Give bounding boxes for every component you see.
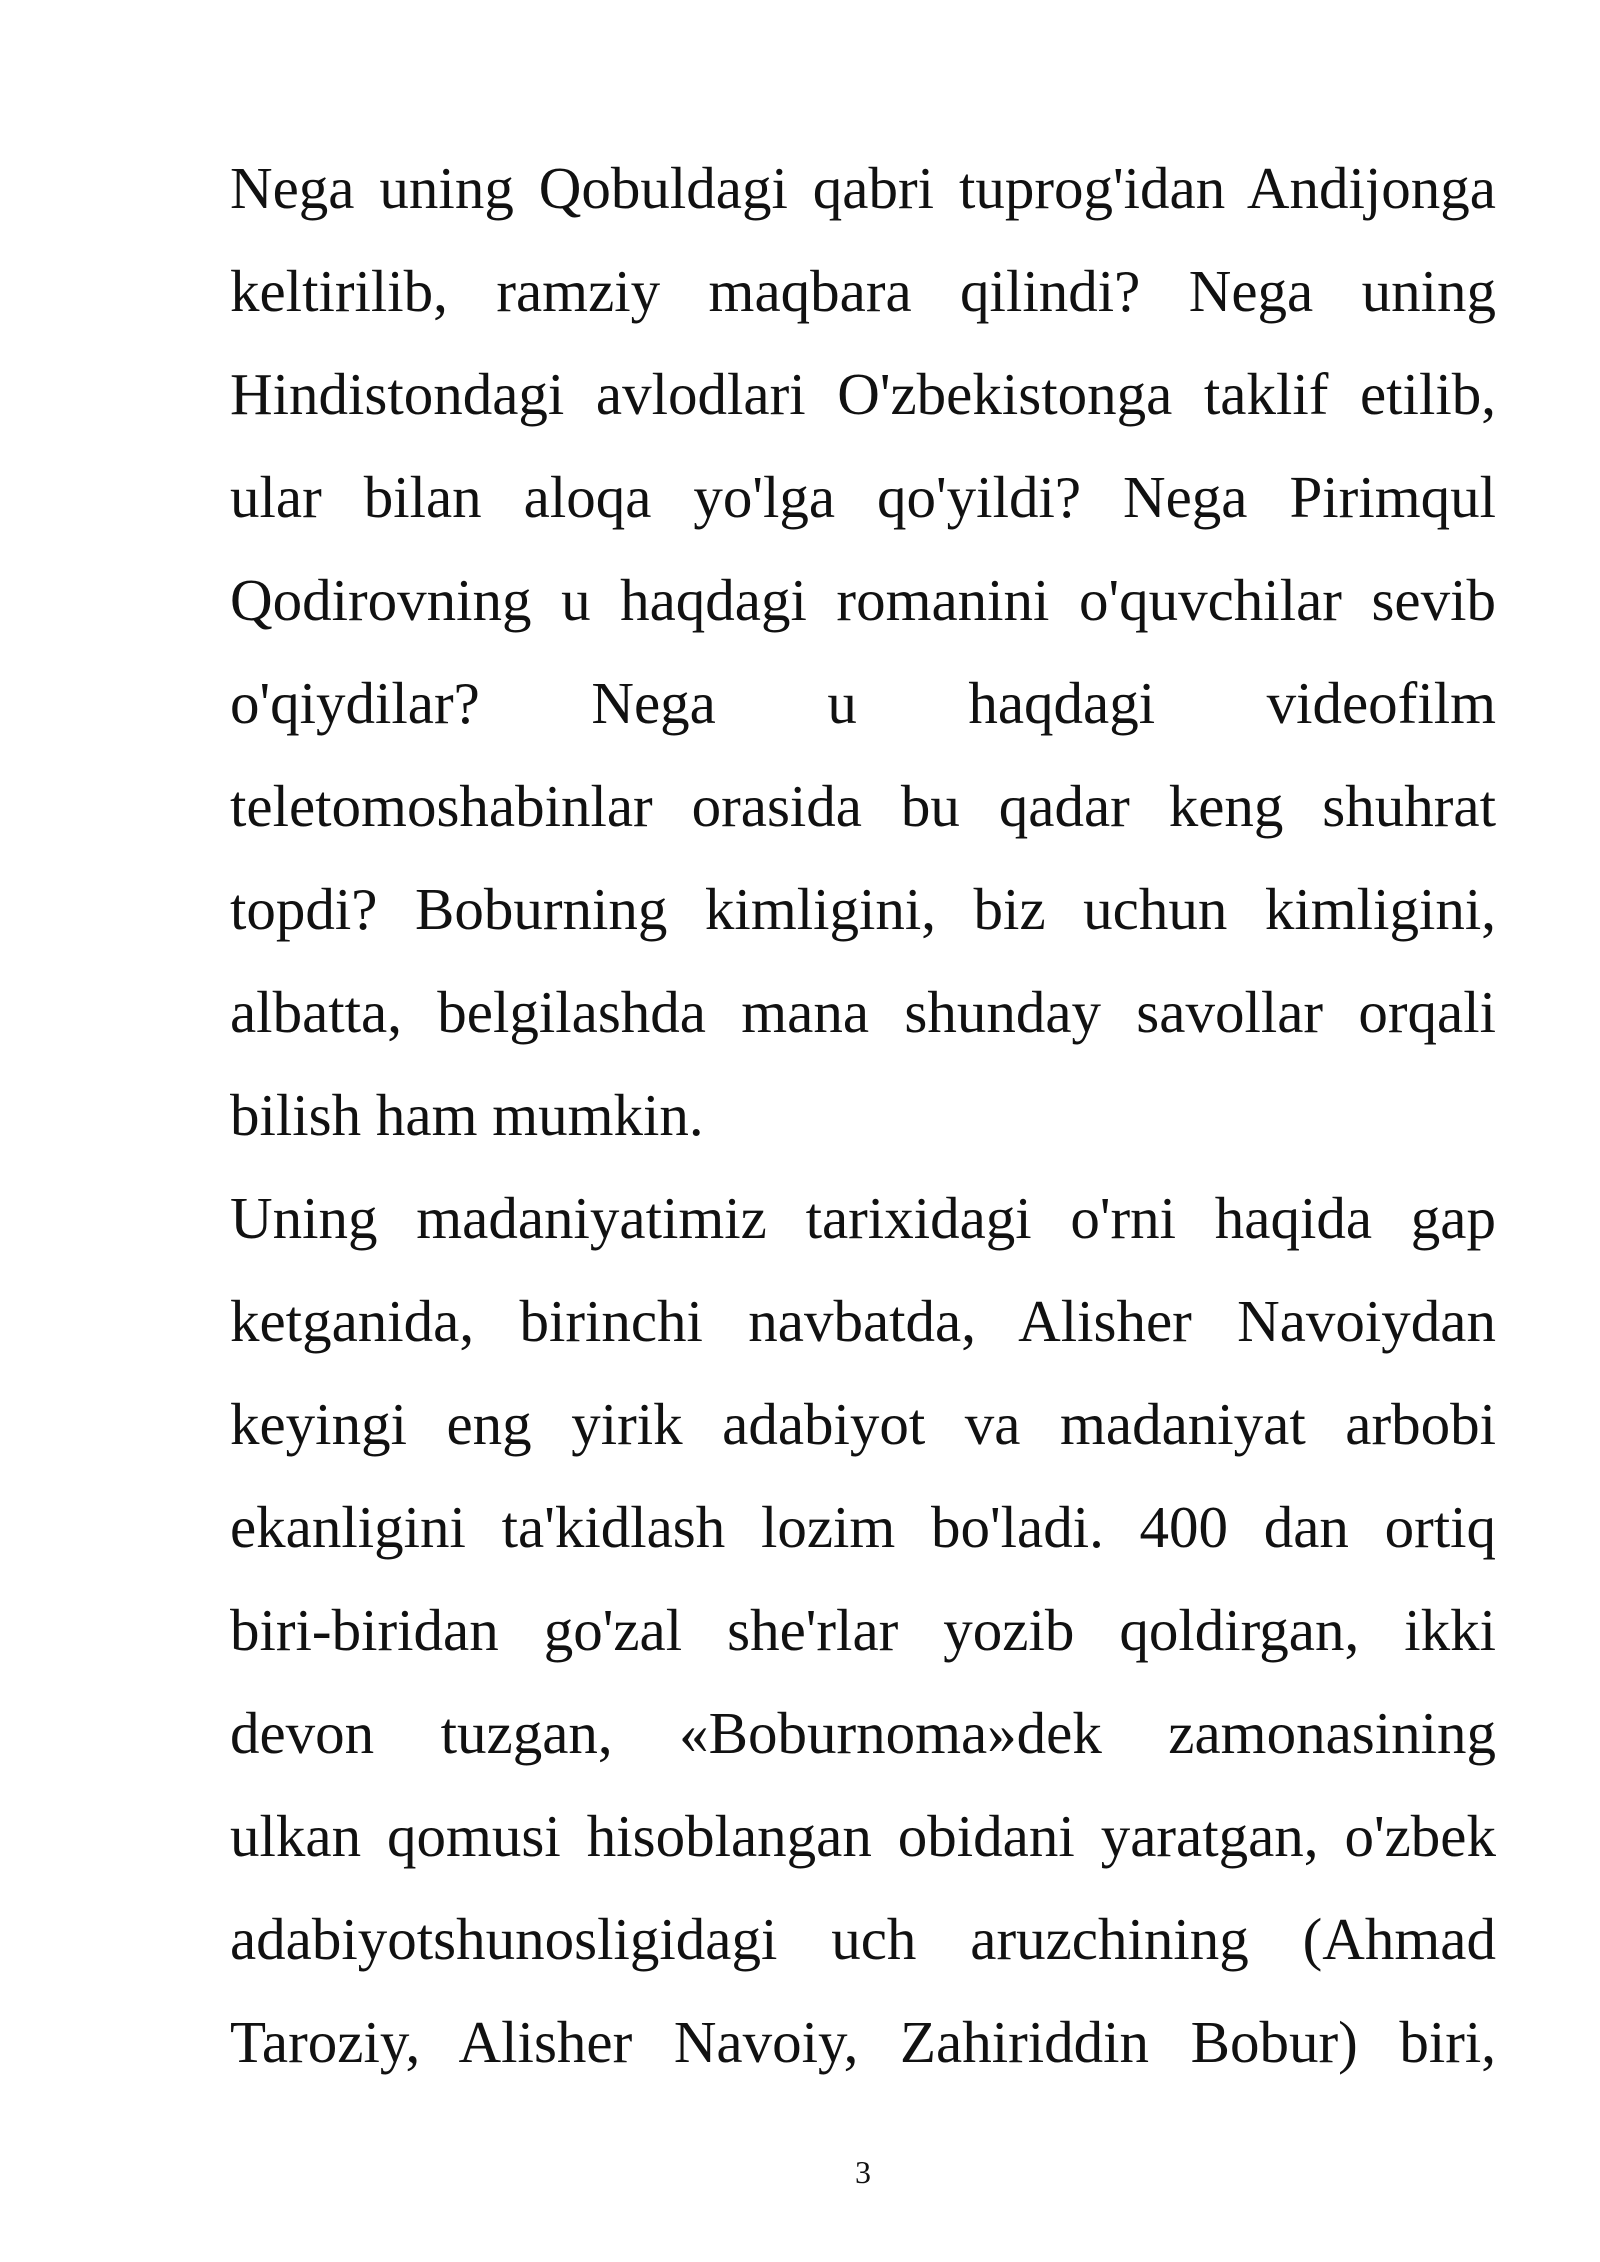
text-line: devon tuzgan, «Boburnoma»dek zamonasining	[230, 1700, 1496, 1766]
text-line: albatta, belgilashda mana shunday savollar orqali	[230, 979, 1496, 1045]
text-line: adabiyotshunosligidagi uch aruzchining (Ahmad	[230, 1906, 1496, 1972]
text-line: ekanligini ta'kidlash lozim bo'ladi. 400 dan ortiq	[230, 1494, 1496, 1560]
paragraph	[230, 137, 1496, 1167]
text-line: o'qiydilar? Nega u haqdagi videofilm	[230, 670, 1496, 736]
body-text	[230, 137, 1496, 2094]
text-line: keyingi eng yirik adabiyot va madaniyat arbobi	[230, 1391, 1496, 1457]
page-number: 3	[855, 2154, 871, 2190]
text-line: topdi? Boburning kimligini, biz uchun kimligini,	[230, 876, 1496, 942]
text-line: Hindistondagi avlodlari O'zbekistonga taklif etilib,	[230, 361, 1496, 427]
text-line: ular bilan aloqa yo'lga qo'yildi? Nega Pirimqul	[230, 464, 1496, 530]
text-line: Nega uning Qobuldagi qabri tuprog'idan Andijonga	[230, 155, 1496, 221]
text-line: bilish ham mumkin.	[230, 1082, 704, 1148]
text-line: Taroziy, Alisher Navoiy, Zahiriddin Bobur) biri,	[230, 2009, 1496, 2075]
paragraph	[230, 1167, 1496, 2094]
text-line: ulkan qomusi hisoblangan obidani yaratgan, o'zbek	[230, 1803, 1496, 1869]
text-line: ketganida, birinchi navbatda, Alisher Navoiydan	[230, 1288, 1496, 1354]
text-line: teletomoshabinlar orasida bu qadar keng shuhrat	[230, 773, 1496, 839]
text-line: Qodirovning u haqdagi romanini o'quvchilar sevib	[230, 567, 1496, 633]
text-line: Uning madaniyatimiz tarixidagi o'rni haqida gap	[230, 1185, 1496, 1251]
text-line: biri-biridan go'zal she'rlar yozib qoldirgan, ikki	[230, 1597, 1496, 1663]
text-line: keltirilib, ramziy maqbara qilindi? Nega uning	[230, 258, 1496, 324]
